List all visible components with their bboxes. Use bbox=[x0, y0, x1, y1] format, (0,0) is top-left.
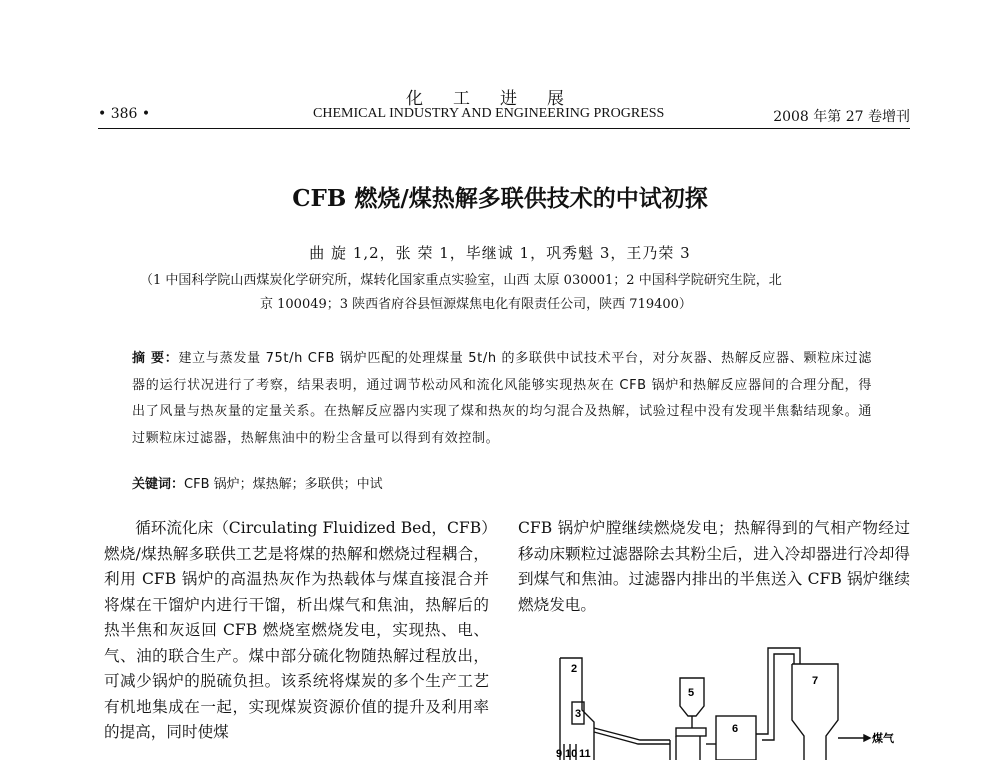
label-11: 11 bbox=[579, 748, 591, 760]
author-list: 曲 旋 1,2，张 荣 1，毕继诚 1，巩秀魁 3，王乃荣 3 bbox=[309, 244, 691, 262]
abstract-label: 摘 要： bbox=[132, 351, 179, 366]
paper-title: CFB 燃烧/煤热解多联供技术的中试初探 bbox=[292, 185, 708, 212]
affiliation-line-1: （1 中国科学院山西煤炭化学研究所，煤转化国家重点实验室，山西 太原 030001；2 中国科学院研究生院，北 bbox=[140, 273, 782, 288]
process-flow-diagram bbox=[520, 640, 912, 760]
body-column-right bbox=[518, 516, 910, 618]
keywords bbox=[132, 473, 872, 492]
body-column-left bbox=[104, 516, 489, 746]
label-7: 7 bbox=[812, 675, 819, 687]
body-paragraph: 循环流化床（Circulating Fluidized Bed，CFB）燃烧/煤热解多联供工艺是将煤的热解和燃烧过程耦合，利用 CFB 锅炉的高温热灰作为热载体与煤直接混合并将煤在干馏炉内进行干馏，析出煤气和焦油，热解后的热半焦和灰返回 CFB 燃烧室燃烧发电，实现热、电、气、油的联合生产。煤中部分硫化物随热解过程放出，可减少锅炉的脱硫负担。该系统将煤炭的多个生产工艺有机地集成在一起，实现煤炭资源价值的提升及利用率的提高，同时使煤 bbox=[104, 519, 489, 741]
label-10: 10 bbox=[565, 748, 578, 760]
label-gas: 煤气 bbox=[872, 733, 894, 745]
journal-name-en: CHEMICAL INDUSTRY AND ENGINEERING PROGRESS bbox=[313, 106, 665, 121]
running-header bbox=[98, 106, 910, 128]
journal-name-cn: 化工进展 bbox=[406, 89, 594, 109]
affiliation-line-2: 京 100049；3 陕西省府谷县恒源煤焦电化有限责任公司，陕西 719400） bbox=[260, 297, 692, 312]
abstract bbox=[132, 346, 872, 452]
label-6: 6 bbox=[732, 723, 739, 735]
header-rule bbox=[98, 128, 910, 129]
keywords-text: CFB 锅炉；煤热解；多联供；中试 bbox=[184, 477, 383, 492]
issue-info: 2008 年第 27 卷增刊 bbox=[773, 109, 910, 125]
body-paragraph: CFB 锅炉炉膛继续燃烧发电；热解得到的气相产物经过移动床颗粒过滤器除去其粉尘后，进入冷却器进行冷却得到煤气和焦油。过滤器内排出的半焦送入 CFB 锅炉继续燃烧发电。 bbox=[518, 519, 910, 614]
abstract-text: 建立与蒸发量 75t/h CFB 锅炉匹配的处理煤量 5t/h 的多联供中试技术平台，对分灰器、热解反应器、颗粒床过滤器的运行状况进行了考察，结果表明，通过调节松动风和流化风能够实现热灰在 CFB 锅炉和热解反应器间的合理分配，得出了风量与热灰量的定量关系。在热解反应器内实现了煤和热灰的均匀混合及热解，试验过程中没有发现半焦黏结现象。通过颗粒床过滤器，热解焦油中的粉尘含量可以得到有效控制。 bbox=[132, 351, 872, 446]
label-5: 5 bbox=[688, 687, 695, 699]
label-9: 9 bbox=[556, 748, 563, 760]
feeder bbox=[676, 728, 706, 736]
process-diagram-svg bbox=[520, 640, 912, 760]
keywords-label: 关键词： bbox=[132, 477, 185, 492]
page-number: • 386 • bbox=[98, 106, 151, 122]
label-2: 2 bbox=[571, 663, 578, 675]
label-3: 3 bbox=[575, 708, 582, 720]
